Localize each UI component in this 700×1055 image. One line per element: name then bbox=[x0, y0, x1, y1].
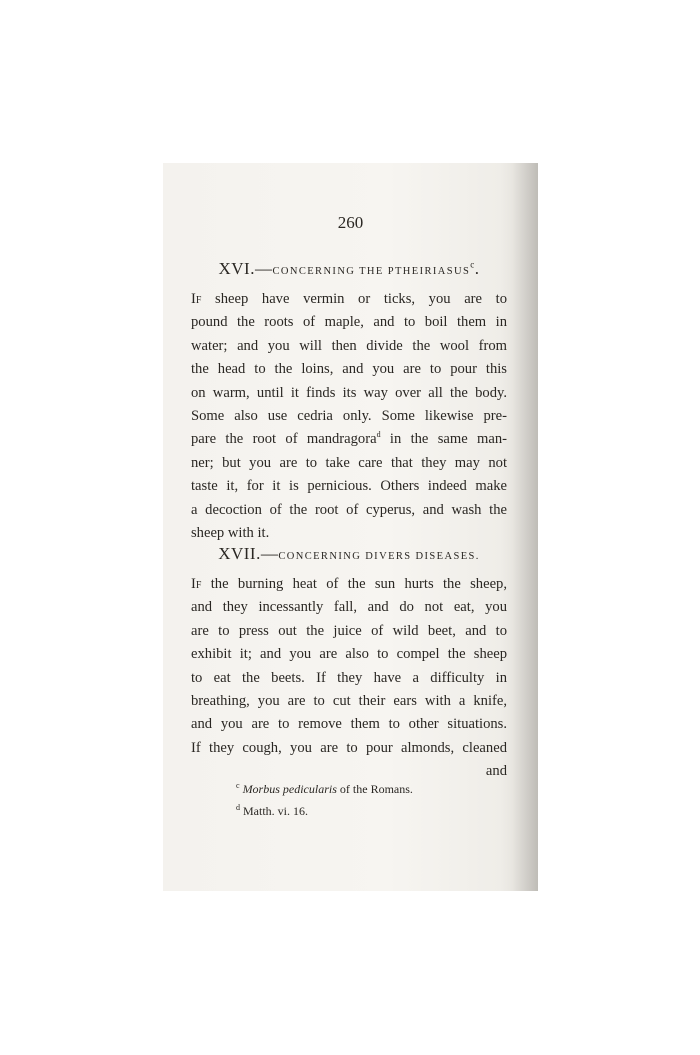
text-line: Some also use cedria only. Some likewise pre- bbox=[191, 407, 507, 424]
section-numeral: XVI.— bbox=[218, 259, 273, 278]
section-heading-xvii bbox=[191, 544, 507, 564]
page-number: 260 bbox=[337, 213, 364, 232]
footnote-italic: Morbus pedicularis bbox=[242, 782, 337, 796]
text-line: a decoction of the root of cyperus, and wash the bbox=[191, 501, 507, 518]
footnote-mark: c bbox=[236, 781, 240, 790]
footnote-ref-d: d bbox=[376, 430, 381, 440]
footnote-d bbox=[236, 803, 308, 819]
text-line: to eat the beets. If they have a difficulty in bbox=[191, 669, 507, 686]
text-line: and you are to remove them to other situations. bbox=[191, 716, 507, 733]
text-line: breathing, you are to cut their ears with a knife, bbox=[191, 692, 507, 709]
footnote-text: of the Romans. bbox=[336, 782, 413, 796]
footnote-text: Matth. vi. 16. bbox=[240, 804, 308, 818]
text-line: If they cough, you are to pour almonds, cleaned bbox=[191, 739, 507, 756]
catchword: and bbox=[485, 763, 507, 780]
section-heading-xvi bbox=[191, 259, 507, 279]
text-line: pare the root of mandragora$^d$ in the same man- bbox=[191, 430, 508, 448]
text-line: If the burning heat of the sun hurts the sheep, bbox=[191, 576, 507, 592]
text-line: and they incessantly fall, and do not eat, you bbox=[191, 599, 507, 616]
paragraph-xvii bbox=[191, 573, 507, 784]
text-line: pound the roots of maple, and to boil them in bbox=[191, 314, 507, 331]
text-line: are to press out the juice of wild beet, and to bbox=[191, 622, 507, 639]
heading-period: . bbox=[474, 259, 480, 278]
page-gutter-shadow bbox=[512, 163, 538, 891]
text-line: taste it, for it is pernicious. Others indeed make bbox=[191, 478, 507, 495]
text-line: If sheep have vermin or ticks, you are to bbox=[191, 291, 507, 307]
footnote-ref-c: c bbox=[470, 259, 475, 270]
section-numeral: XVII.— bbox=[218, 544, 279, 563]
text-line: on warm, until it finds its way over all the body. bbox=[191, 384, 507, 401]
paragraph-xvi bbox=[191, 288, 507, 545]
text-line: exhibit it; and you are also to compel the sheep bbox=[191, 646, 507, 663]
footnote-c bbox=[236, 781, 413, 797]
book-page bbox=[163, 163, 538, 891]
text-line: ner; but you are to take care that they may not bbox=[191, 454, 507, 471]
section-title: CONCERNING DIVERS DISEASES. bbox=[278, 551, 480, 562]
footnote-mark: d bbox=[236, 803, 240, 812]
text-line: water; and you will then divide the wool from bbox=[191, 337, 507, 354]
section-title: CONCERNING THE PTHEIRIASUS bbox=[272, 266, 471, 277]
text-line: sheep with it. bbox=[191, 524, 270, 541]
text-line: the head to the loins, and you are to pour this bbox=[191, 361, 507, 378]
